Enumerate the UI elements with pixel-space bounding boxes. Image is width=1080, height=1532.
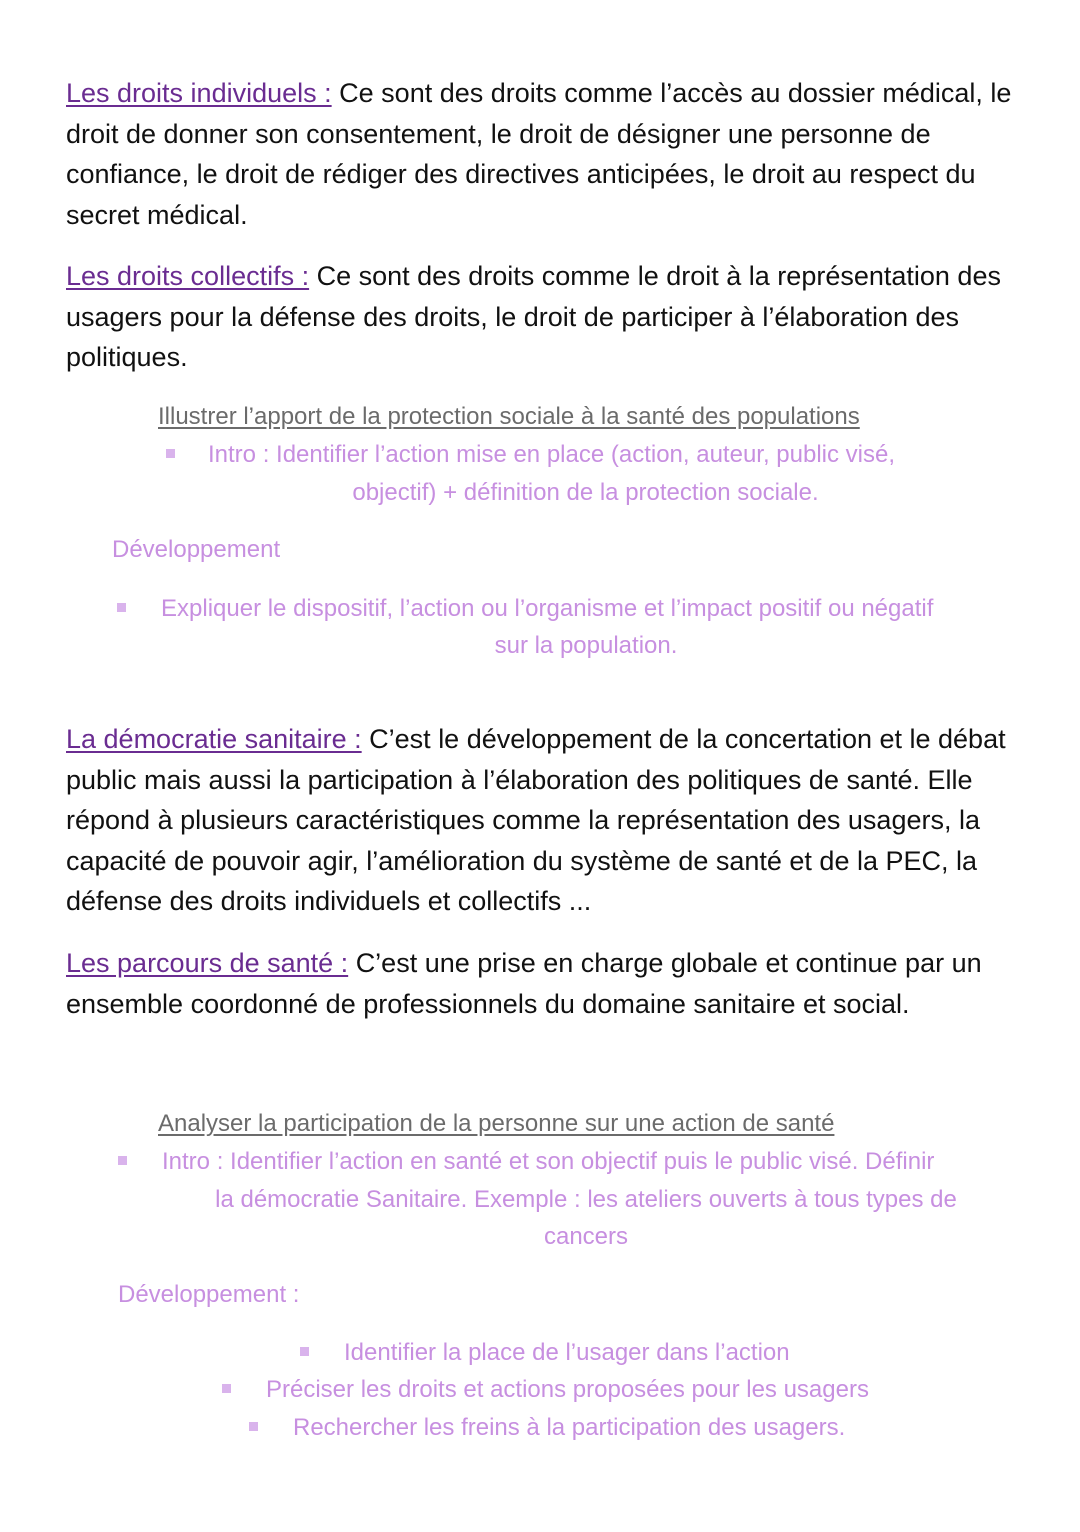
definition-text: Ce sont des droits comme le droit à la représentation des usagers pour la défense des droits, le droit de participer à l’élaboration des politiques. xyxy=(66,261,1001,372)
term-droits-collectifs: Les droits collectifs : xyxy=(66,261,310,291)
method1-dev-label: Développement xyxy=(112,536,281,563)
method1-intro-line1: Intro : Identifier l’action mise en place (action, auteur, public visé, xyxy=(208,441,896,468)
bullet-icon xyxy=(222,1384,231,1393)
definition-parcours-sante xyxy=(66,943,1026,1024)
method2-title: Analyser la participation de la personne sur une action de santé xyxy=(158,1110,835,1137)
term-parcours-sante: Les parcours de santé : xyxy=(66,948,349,978)
method2-intro-line3: cancers xyxy=(543,1223,629,1250)
method1-dev-line1: Expliquer le dispositif, l’action ou l’organisme et l’impact positif ou négatif xyxy=(161,595,934,622)
definition-droits-individuels xyxy=(66,73,1026,235)
term-droits-individuels: Les droits individuels : xyxy=(66,78,332,108)
bullet-icon xyxy=(166,449,175,458)
method2-intro-line2: la démocratie Sanitaire. Exemple : les ateliers ouverts à tous types de xyxy=(215,1186,957,1213)
term-democratie-sanitaire: La démocratie sanitaire : xyxy=(66,724,362,754)
bullet-icon xyxy=(300,1347,309,1356)
definition-droits-collectifs xyxy=(66,256,1026,378)
bullet-icon xyxy=(118,1156,127,1165)
definition-text: C’est une prise en charge globale et continue par un ensemble coordonné de professionnels du domaine sanitaire et social. xyxy=(66,948,982,1019)
method2-item: Identifier la place de l’usager dans l’action xyxy=(344,1339,790,1366)
definition-text: Ce sont des droits comme l’accès au dossier médical, le droit de donner son consentement, le droit de désigner une personne de confiance, le droit de rédiger des directives anticipées, le droit au respect du secret médical. xyxy=(66,78,1012,230)
definition-democratie-sanitaire xyxy=(66,719,1026,922)
method2-item: Rechercher les freins à la participation des usagers. xyxy=(293,1414,846,1441)
method2-item: Préciser les droits et actions proposées pour les usagers xyxy=(266,1376,869,1403)
method2-intro-line1: Intro : Identifier l’action en santé et son objectif puis le public visé. Définir xyxy=(162,1148,935,1175)
definition-text: C’est le développement de la concertation et le débat public mais aussi la participation à l’élaboration des politiques de santé. Elle répond à plusieurs caractéristiques comme la représentation des usagers, la capacité de pouvoir agir, l’amélioration du système de santé et de la PEC, la défense des droits individuels et collectifs ... xyxy=(66,724,1006,916)
method2-dev-label: Développement : xyxy=(118,1281,300,1308)
method1-dev-line2: sur la population. xyxy=(494,632,678,659)
method1-intro-line2: objectif) + définition de la protection sociale. xyxy=(352,479,819,506)
bullet-icon xyxy=(249,1422,258,1431)
method1-title: Illustrer l’apport de la protection sociale à la santé des populations xyxy=(158,403,860,430)
bullet-icon xyxy=(117,603,126,612)
